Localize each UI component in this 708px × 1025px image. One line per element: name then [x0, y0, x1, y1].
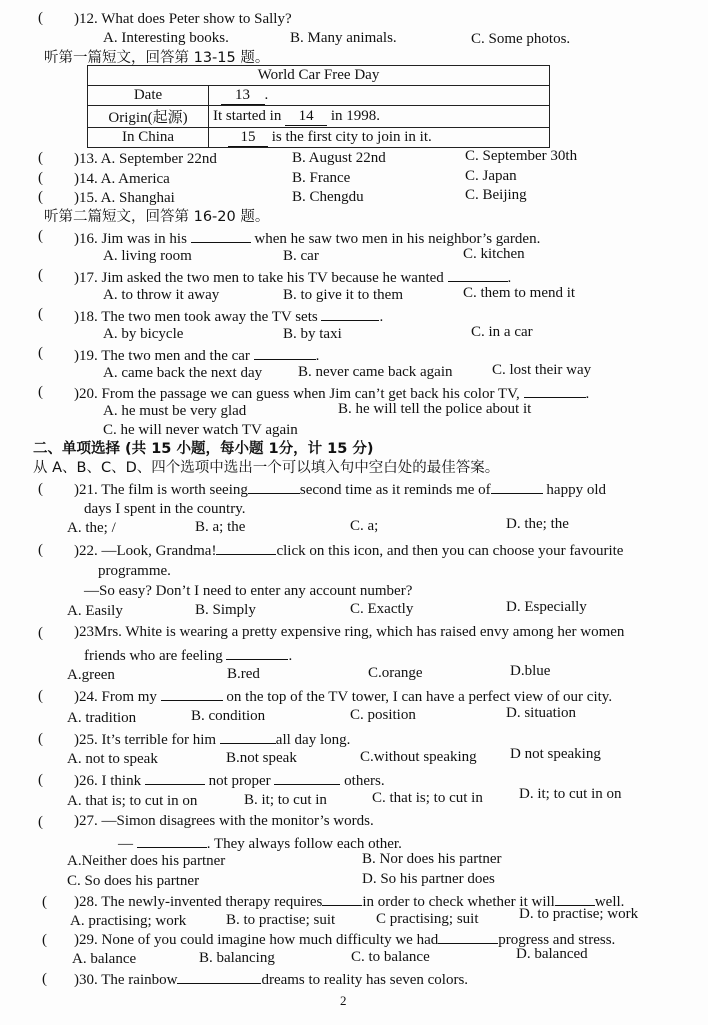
answer-paren-17[interactable]: ( [38, 267, 43, 283]
question-12-stem: )12. What does Peter show to Sally? [74, 11, 292, 27]
q26-mid: not proper [208, 773, 271, 789]
q14-option-c: C. Japan [465, 168, 517, 184]
q23-option-a: A.green [67, 667, 115, 683]
question-13-stem: )13. A. September 22nd [74, 151, 217, 167]
q24-blank[interactable] [161, 686, 223, 701]
q21-blank-1[interactable] [248, 479, 300, 494]
question-27-stem: )27. —Simon disagrees with the monitor’s words. [74, 813, 374, 829]
answer-paren-25[interactable]: ( [38, 731, 43, 747]
answer-paren-20[interactable]: ( [38, 384, 43, 400]
q26-blank-2[interactable] [274, 770, 340, 785]
blank-13[interactable]: 13 [221, 87, 265, 105]
q25-pre: )25. It’s terrible for him [74, 732, 217, 748]
section-2-heading: 二、单项选择 (共 15 小题，每小题 1分，计 15 分) [33, 441, 374, 457]
answer-paren-27[interactable]: ( [38, 814, 43, 830]
blank-14[interactable]: 14 [285, 108, 327, 126]
answer-paren-30[interactable]: ( [42, 971, 47, 987]
q26-post: others. [344, 773, 385, 789]
q17-post: . [507, 270, 512, 286]
q13-option-b: B. August 22nd [292, 150, 386, 166]
q22-option-b: B. Simply [195, 602, 256, 618]
q28-blank-2[interactable] [555, 891, 595, 906]
q27-pre: — [118, 836, 133, 852]
q16-option-b: B. car [283, 248, 319, 264]
question-30-stem [74, 969, 468, 989]
china-post: is the first city to join in it. [271, 128, 432, 145]
table-value-date: 13 . [209, 86, 550, 106]
q27-option-a: A.Neither does his partner [67, 853, 226, 869]
question-21-stem [74, 479, 606, 499]
q26-pre: )26. I think [74, 773, 142, 789]
q17-option-a: A. to throw it away [103, 287, 220, 303]
q18-post: . [379, 309, 384, 325]
q23-pre: friends who are feeling [84, 648, 223, 664]
question-23-stem: )23Mrs. White is wearing a pretty expensive ring, which has raised envy among her women [74, 624, 625, 640]
q13-option-c: C. September 30th [465, 148, 578, 164]
question-23-line2 [84, 645, 292, 665]
q27-option-b: B. Nor does his partner [362, 851, 502, 867]
q16-option-c: C. kitchen [463, 246, 525, 262]
answer-paren-14[interactable]: ( [38, 170, 43, 186]
origin-post: in 1998. [330, 107, 380, 124]
q23-option-d: D.blue [510, 663, 551, 679]
q25-option-c: C.without speaking [360, 749, 477, 765]
q28-post: well. [594, 894, 625, 910]
q12-option-c: C. Some photos. [471, 31, 571, 47]
q28-option-b: B. to practise; suit [226, 912, 336, 928]
q26-option-b: B. it; to cut in [244, 792, 327, 808]
table-value-origin [209, 106, 550, 128]
q16-option-a: A. living room [103, 248, 192, 264]
question-22-line2: programme. [98, 563, 171, 579]
q19-option-a: A. came back the next day [103, 365, 263, 381]
q22-option-d: D. Especially [506, 599, 587, 615]
q29-blank[interactable] [438, 929, 498, 944]
q21-post: happy old [546, 482, 606, 498]
q23-option-b: B.red [227, 666, 260, 682]
q30-pre: )30. The rainbow [74, 972, 178, 988]
q20-blank[interactable] [524, 383, 586, 398]
table-label-china: In China [88, 128, 209, 148]
q25-post: all day long. [275, 732, 351, 748]
q24-post: on the top of the TV tower, I can have a perfect view of our city. [226, 689, 613, 705]
q14-option-b: B. France [292, 170, 351, 186]
q24-option-a: A. tradition [67, 710, 137, 726]
question-18-stem [74, 306, 383, 326]
q22-post: click on this icon, and then you can choose your favourite [276, 543, 624, 559]
q12-option-a: A. Interesting books. [103, 30, 229, 46]
blank-15[interactable]: 15 [228, 129, 268, 147]
q20-post: . [585, 386, 590, 402]
q19-pre: )19. The two men and the car [74, 348, 250, 364]
q22-option-a: A. Easily [67, 603, 123, 619]
answer-paren-28[interactable]: ( [42, 894, 47, 910]
question-15-stem: )15. A. Shanghai [74, 190, 175, 206]
q26-option-c: C. that is; to cut in [372, 790, 483, 806]
q27-post: . They always follow each other. [206, 836, 402, 852]
listening-instruction-2: 听第二篇短文，回答第 16-20 题。 [44, 209, 270, 225]
q29-option-d: D. balanced [516, 946, 588, 962]
answer-paren-12[interactable]: ( [38, 10, 43, 26]
listening-instruction-1: 听第一篇短文，回答第 13-15 题。 [44, 50, 270, 66]
q29-option-c: C. to balance [351, 949, 430, 965]
q15-option-b: B. Chengdu [292, 189, 364, 205]
q20-option-b: B. he will tell the police about it [338, 401, 532, 417]
q28-mid: in order to check whether it will [362, 894, 555, 910]
q25-option-b: B.not speak [226, 750, 297, 766]
q19-option-c: C. lost their way [492, 362, 592, 378]
q26-option-a: A. that is; to cut in on [67, 793, 198, 809]
table-label-date: Date [88, 86, 209, 106]
q18-blank[interactable] [321, 306, 379, 321]
q18-option-c: C. in a car [471, 324, 533, 340]
q24-option-b: B. condition [191, 708, 266, 724]
table-label-origin: Origin(起源) [88, 106, 209, 128]
q21-blank-2[interactable] [491, 479, 543, 494]
q25-option-a: A. not to speak [67, 751, 158, 767]
q12-option-b: B. Many animals. [290, 30, 397, 46]
answer-paren-24[interactable]: ( [38, 688, 43, 704]
answer-paren-21[interactable]: ( [38, 481, 43, 497]
table-value-china [209, 128, 550, 148]
answer-paren-29[interactable]: ( [42, 932, 47, 948]
q19-post: . [315, 348, 320, 364]
question-21-line2: days I spent in the country. [84, 501, 246, 517]
q28-option-c: C practising; suit [376, 911, 479, 927]
q22-blank[interactable] [216, 540, 276, 555]
answer-paren-15[interactable]: ( [38, 189, 43, 205]
question-27-line2 [118, 833, 402, 853]
question-19-stem [74, 345, 319, 365]
q21-mid: second time as it reminds me of [299, 482, 491, 498]
question-26-stem [74, 770, 385, 790]
question-25-stem [74, 729, 350, 749]
q28-option-d: D. to practise; work [519, 906, 639, 922]
q19-blank[interactable] [254, 345, 316, 360]
table-title: World Car Free Day [88, 66, 550, 86]
q17-blank[interactable] [448, 267, 508, 282]
q21-option-d: D. the; the [506, 516, 569, 532]
q26-blank-1[interactable] [145, 770, 205, 785]
page-number: 2 [340, 993, 347, 1008]
question-22-stem [74, 540, 623, 560]
q23-post: . [288, 648, 293, 664]
question-20-stem [74, 383, 589, 403]
q27-blank[interactable] [137, 833, 207, 848]
q21-option-a: A. the; / [67, 520, 116, 536]
q25-option-d: D not speaking [510, 746, 601, 762]
section-2-instruction: 从 A、B、C、D、四个选项中选出一个可以填入句中空白处的最佳答案。 [33, 460, 500, 476]
q30-post: dreams to reality has seven colors. [261, 972, 469, 988]
q28-blank-1[interactable] [322, 891, 362, 906]
question-22-line3: —So easy? Don’t I need to enter any account number? [84, 583, 413, 599]
q21-option-c: C. a; [350, 518, 379, 534]
q25-blank[interactable] [220, 729, 276, 744]
q20-option-c: C. he will never watch TV again [103, 422, 298, 438]
q27-option-d: D. So his partner does [362, 871, 495, 887]
q20-option-a: A. he must be very glad [103, 403, 247, 419]
question-24-stem [74, 686, 612, 706]
answer-paren-23[interactable]: ( [38, 625, 43, 641]
q29-pre: )29. None of you could imagine how much difficulty we had [74, 932, 439, 948]
q24-option-c: C. position [350, 707, 416, 723]
q16-pre: )16. Jim was in his [74, 231, 187, 247]
q21-pre: )21. The film is worth seeing [74, 482, 248, 498]
q17-option-c: C. them to mend it [463, 285, 576, 301]
q20-pre: )20. From the passage we can guess when Jim can’t get back his color TV, [74, 386, 520, 402]
q19-option-b: B. never came back again [298, 364, 453, 380]
q24-option-d: D. situation [506, 705, 576, 721]
question-16-stem [74, 228, 540, 248]
q29-option-b: B. balancing [199, 950, 275, 966]
q16-blank[interactable] [191, 228, 251, 243]
origin-pre: It started in [213, 107, 282, 124]
q23-blank[interactable] [226, 645, 288, 660]
answer-paren-19[interactable]: ( [38, 345, 43, 361]
q22-option-c: C. Exactly [350, 601, 414, 617]
q17-option-b: B. to give it to them [283, 287, 403, 303]
q29-post: progress and stress. [498, 932, 616, 948]
answer-paren-22[interactable]: ( [38, 542, 43, 558]
q16-post: when he saw two men in his neighbor’s garden. [254, 231, 541, 247]
q29-option-a: A. balance [72, 951, 137, 967]
q15-option-c: C. Beijing [465, 187, 527, 203]
question-14-stem: )14. A. America [74, 171, 170, 187]
q18-pre: )18. The two men took away the TV sets [74, 309, 318, 325]
q24-pre: )24. From my [74, 689, 157, 705]
world-car-free-day-table [87, 65, 550, 148]
q21-option-b: B. a; the [195, 519, 246, 535]
q18-option-b: B. by taxi [283, 326, 342, 342]
q27-option-c: C. So does his partner [67, 873, 200, 889]
q26-option-d: D. it; to cut in on [519, 786, 622, 802]
answer-paren-16[interactable]: ( [38, 228, 43, 244]
q22-pre: )22. —Look, Grandma! [74, 543, 217, 559]
q23-option-c: C.orange [368, 665, 423, 681]
question-17-stem [74, 267, 511, 287]
answer-paren-18[interactable]: ( [38, 306, 43, 322]
q28-option-a: A. practising; work [70, 913, 187, 929]
q30-blank[interactable] [177, 969, 261, 984]
answer-paren-26[interactable]: ( [38, 772, 43, 788]
q28-pre: )28. The newly-invented therapy requires [74, 894, 323, 910]
q17-pre: )17. Jim asked the two men to take his TV because he wanted [74, 270, 444, 286]
answer-paren-13[interactable]: ( [38, 150, 43, 166]
q18-option-a: A. by bicycle [103, 326, 184, 342]
